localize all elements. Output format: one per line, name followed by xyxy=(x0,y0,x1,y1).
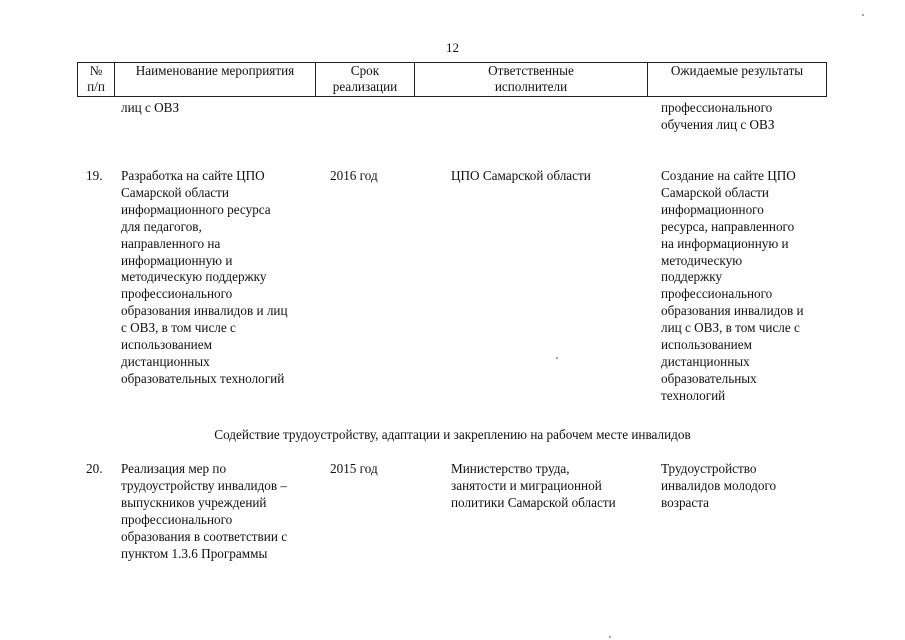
table-header xyxy=(77,62,827,97)
continued-name-cell: лиц с ОВЗ xyxy=(121,100,180,115)
row-19-responsible: ЦПО Самарской области xyxy=(451,168,591,183)
row-20-responsible: Министерство труда, занятости и миграционной политики Самарской области xyxy=(451,461,616,510)
header-name: Наименование мероприятия xyxy=(115,63,316,97)
header-results: Ожидаемые результаты xyxy=(648,63,827,97)
row-20-results: Трудоустройство инвалидов молодого возраста xyxy=(661,461,777,510)
scan-speck xyxy=(609,636,611,638)
header-term: Срок реализации xyxy=(316,63,415,97)
row-19-term: 2016 год xyxy=(330,168,378,183)
header-num: № п/п xyxy=(78,63,115,97)
header-responsible: Ответственные исполнители xyxy=(415,63,648,97)
row-19-name: Разработка на сайте ЦПО Самарской области информационного ресурса для педагогов, направленного на информационную и методическую поддержку профессионального образования инвалидов и лиц с ОВЗ, в том числе с использованием дистанционных образовательных технологий xyxy=(121,168,288,386)
row-20-term: 2015 год xyxy=(330,461,378,476)
section-heading: Содействие трудоустройству, адаптации и закреплению на рабочем месте инвалидов xyxy=(214,427,691,442)
row-20-num: 20. xyxy=(86,461,103,476)
page-number: 12 xyxy=(446,40,459,55)
row-19-results: Создание на сайте ЦПО Самарской области информационного ресурса, направленного на информационную и методическую поддержку профессионального образования инвалидов и лиц с ОВЗ, в том числе с использованием дистанционных образовательных технологий xyxy=(661,168,804,403)
row-19-num: 19. xyxy=(86,168,103,183)
scan-speck xyxy=(556,357,558,359)
continued-results-cell: профессионального обучения лиц с ОВЗ xyxy=(661,100,775,132)
scan-speck xyxy=(862,14,864,16)
row-20-name: Реализация мер по трудоустройству инвалидов – выпускников учреждений профессионального образования в соответствии с пунктом 1.3.6 Программы xyxy=(121,461,288,561)
